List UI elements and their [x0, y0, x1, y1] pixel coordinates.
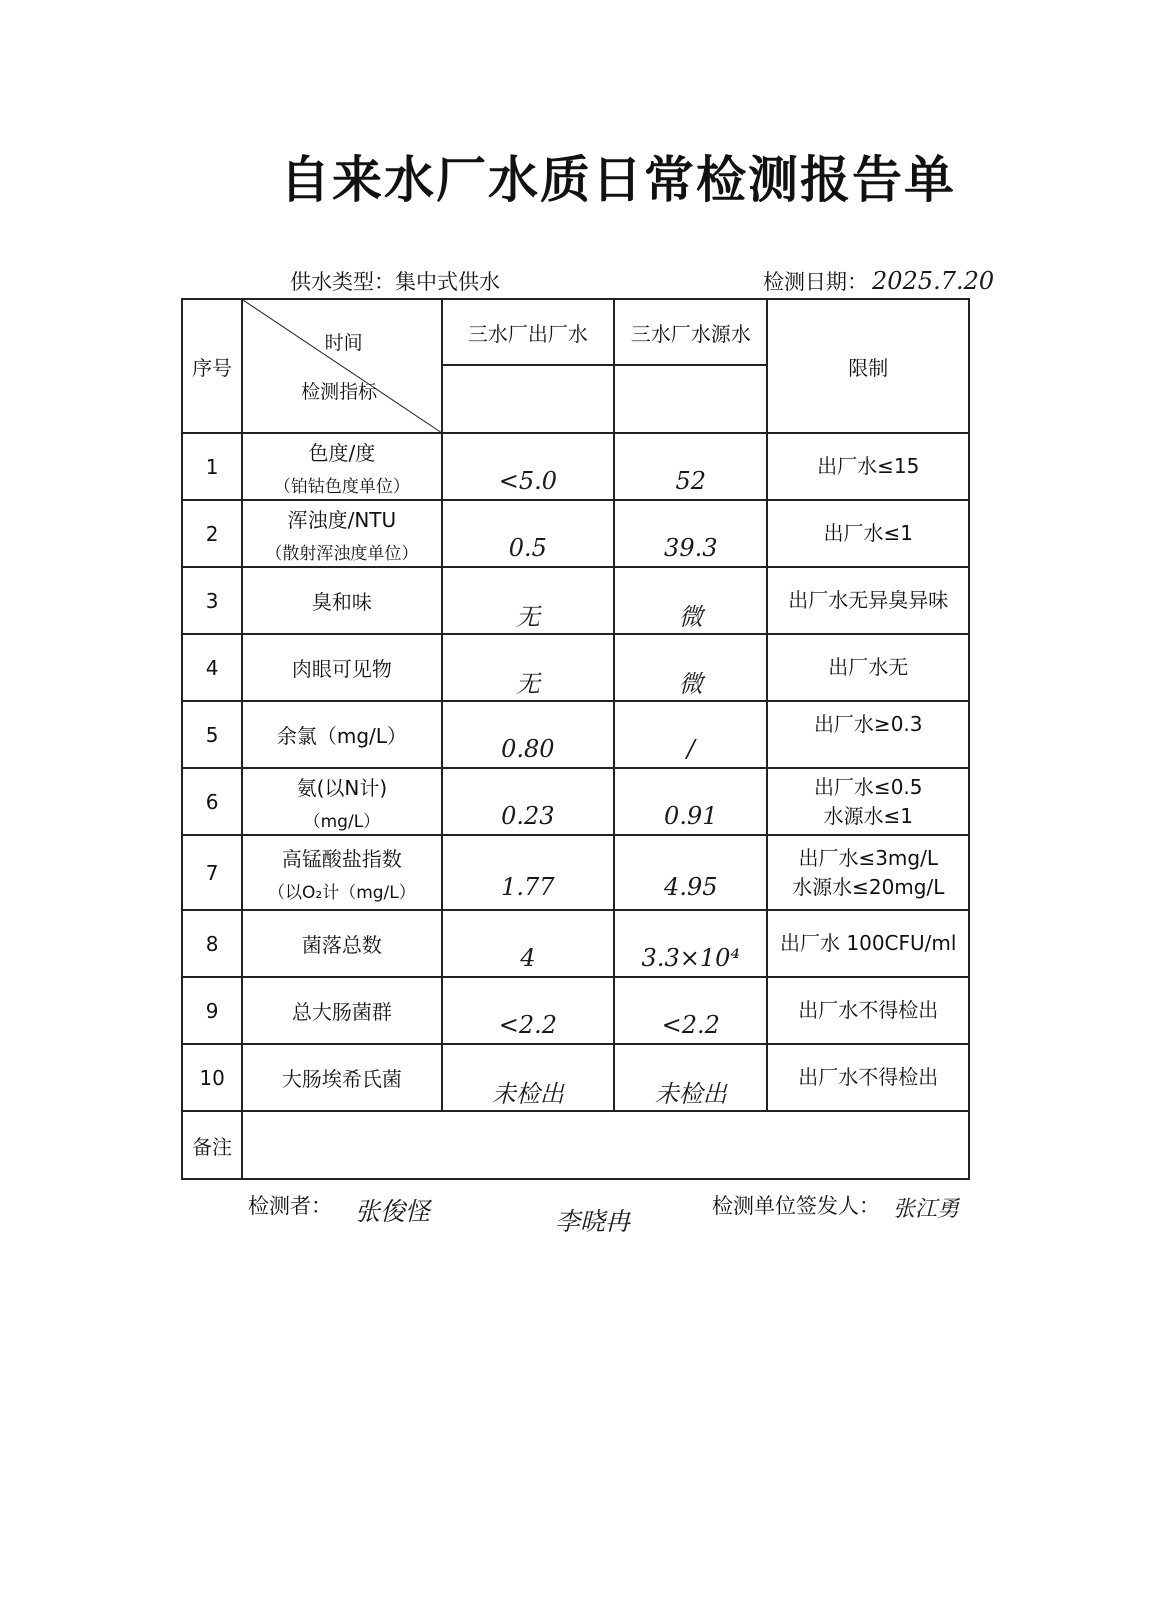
source-value: 未检出 [654, 1080, 727, 1108]
source-value: 微 [678, 603, 703, 631]
test-date [763, 266, 994, 296]
row-number: 10 [182, 1044, 242, 1111]
indicator-name: 菌落总数 [301, 933, 382, 957]
indicator-name: 高锰酸盐指数 [281, 846, 402, 871]
outlet-value: <2.2 [498, 1010, 557, 1039]
header-indicator: 检测指标 [301, 381, 378, 403]
header-outlet-empty [442, 365, 614, 433]
outlet-value-cell [442, 977, 614, 1044]
source-value-cell [614, 835, 767, 910]
indicator-name: 余氯（mg/L） [276, 724, 407, 748]
supply-type-value: 集中式供水 [395, 270, 500, 294]
outlet-value-cell [442, 634, 614, 701]
source-value: <2.2 [661, 1010, 720, 1039]
limit-line: 出厂水不得检出 [798, 1065, 939, 1089]
row-limit [767, 701, 969, 768]
source-value-cell [614, 701, 767, 768]
row-indicator [242, 910, 442, 977]
indicator-name: 大肠埃希氏菌 [281, 1067, 402, 1091]
outlet-value: 未检出 [491, 1080, 564, 1108]
header-outlet: 三水厂出厂水 [442, 299, 614, 365]
row-number: 4 [182, 634, 242, 701]
diagonal-line [243, 300, 441, 432]
table-row [182, 634, 969, 701]
source-value-cell [614, 768, 767, 835]
row-number: 2 [182, 500, 242, 567]
row-number: 8 [182, 910, 242, 977]
source-value-cell [614, 1044, 767, 1111]
source-value: 微 [678, 670, 703, 698]
indicator-name: 总大肠菌群 [291, 1000, 392, 1024]
tester-label: 检测者： [248, 1194, 332, 1218]
indicator-sub: （mg/L） [303, 811, 381, 832]
table-row [182, 977, 969, 1044]
table-row [182, 500, 969, 567]
outlet-value-cell [442, 1044, 614, 1111]
source-value-cell [614, 567, 767, 634]
test-date-label: 检测日期： [763, 270, 868, 294]
header-limit: 限制 [767, 299, 969, 433]
outlet-value-cell [442, 701, 614, 768]
indicator-name: 色度/度 [308, 440, 376, 465]
limit-line: 出厂水无 [828, 655, 909, 679]
row-number: 9 [182, 977, 242, 1044]
outlet-value-cell [442, 433, 614, 500]
outlet-value-cell [442, 910, 614, 977]
issuer-label: 检测单位签发人： [712, 1194, 880, 1218]
outlet-value: 无 [515, 603, 540, 631]
outlet-value-cell [442, 768, 614, 835]
indicator-name: 臭和味 [311, 590, 372, 614]
source-value-cell [614, 433, 767, 500]
row-indicator [242, 701, 442, 768]
table-row [182, 910, 969, 977]
header-seq: 序号 [182, 299, 242, 433]
row-limit [767, 910, 969, 977]
source-value: / [686, 734, 695, 763]
row-limit [767, 567, 969, 634]
source-value: 52 [675, 466, 707, 495]
row-limit [767, 977, 969, 1044]
row-indicator [242, 835, 442, 910]
report-title: 自来水厂水质日常检测报告单 [280, 150, 956, 209]
indicator-name: 氨(以N计) [296, 775, 388, 800]
source-value: 39.3 [664, 533, 718, 562]
tester-signature-1: 张俊怪 [355, 1197, 431, 1226]
row-number: 3 [182, 567, 242, 634]
supply-type-label: 供水类型： [290, 270, 395, 294]
outlet-value-cell [442, 835, 614, 910]
row-indicator [242, 567, 442, 634]
indicator-name: 浑浊度/NTU [287, 507, 397, 532]
row-indicator [242, 500, 442, 567]
outlet-value: <5.0 [498, 466, 557, 495]
indicator-name: 肉眼可见物 [291, 657, 392, 681]
test-date-value: 2025.7.20 [872, 267, 995, 295]
remark-content [242, 1111, 969, 1179]
row-limit [767, 835, 969, 910]
header-time: 时间 [324, 332, 363, 354]
outlet-value-cell [442, 500, 614, 567]
source-value: 4.95 [664, 872, 718, 901]
outlet-value: 0.5 [508, 533, 547, 562]
row-indicator [242, 977, 442, 1044]
row-indicator [242, 433, 442, 500]
outlet-value: 1.77 [501, 872, 555, 901]
row-number: 1 [182, 433, 242, 500]
row-limit [767, 1044, 969, 1111]
table-row [182, 433, 969, 500]
row-limit [767, 433, 969, 500]
source-value-cell [614, 634, 767, 701]
row-indicator [242, 1044, 442, 1111]
issuer-signature: 张江勇 [893, 1197, 960, 1222]
source-value: 3.3×10⁴ [641, 943, 740, 972]
source-value-cell [614, 977, 767, 1044]
remark-label: 备注 [182, 1111, 242, 1179]
source-value: 0.91 [664, 801, 718, 830]
row-limit [767, 500, 969, 567]
source-value-cell [614, 910, 767, 977]
outlet-value: 4 [520, 943, 536, 972]
outlet-value: 0.80 [501, 734, 555, 763]
table-row [182, 1044, 969, 1111]
limit-line: 出厂水≥0.3 [813, 712, 923, 736]
outlet-value: 无 [515, 670, 540, 698]
row-limit [767, 768, 969, 835]
limit-line: 出厂水不得检出 [798, 998, 939, 1022]
limit-line: 出厂水≤1 [823, 521, 913, 545]
limit-line: 出厂水≤15 [817, 454, 920, 478]
row-number: 7 [182, 835, 242, 910]
table-row [182, 567, 969, 634]
table-row [182, 701, 969, 768]
row-number: 6 [182, 768, 242, 835]
limit-line: 水源水≤1 [823, 803, 913, 828]
indicator-sub: （铂钴色度单位） [273, 476, 410, 497]
header-source: 三水厂水源水 [614, 299, 767, 365]
supply-type [290, 266, 500, 296]
tester-signature-2: 李晓冉 [555, 1207, 631, 1236]
outlet-value: 0.23 [501, 801, 555, 830]
row-indicator [242, 634, 442, 701]
table-row [182, 768, 969, 835]
limit-line: 出厂水无异臭异味 [788, 588, 949, 612]
indicator-sub: （散射浑浊度单位） [265, 543, 419, 564]
header-source-empty [614, 365, 767, 433]
header-diagonal-cell [242, 299, 442, 433]
limit-line: 出厂水≤0.5 [813, 774, 923, 799]
row-number: 5 [182, 701, 242, 768]
row-indicator [242, 768, 442, 835]
limit-line: 出厂水≤3mg/L [798, 845, 938, 870]
outlet-value-cell [442, 567, 614, 634]
indicator-sub: （以O₂计（mg/L） [268, 882, 416, 903]
limit-line: 水源水≤20mg/L [792, 874, 945, 899]
source-value-cell [614, 500, 767, 567]
table-row [182, 835, 969, 910]
row-limit [767, 634, 969, 701]
report-table [181, 298, 970, 1180]
limit-line: 出厂水 100CFU/ml [780, 931, 957, 955]
